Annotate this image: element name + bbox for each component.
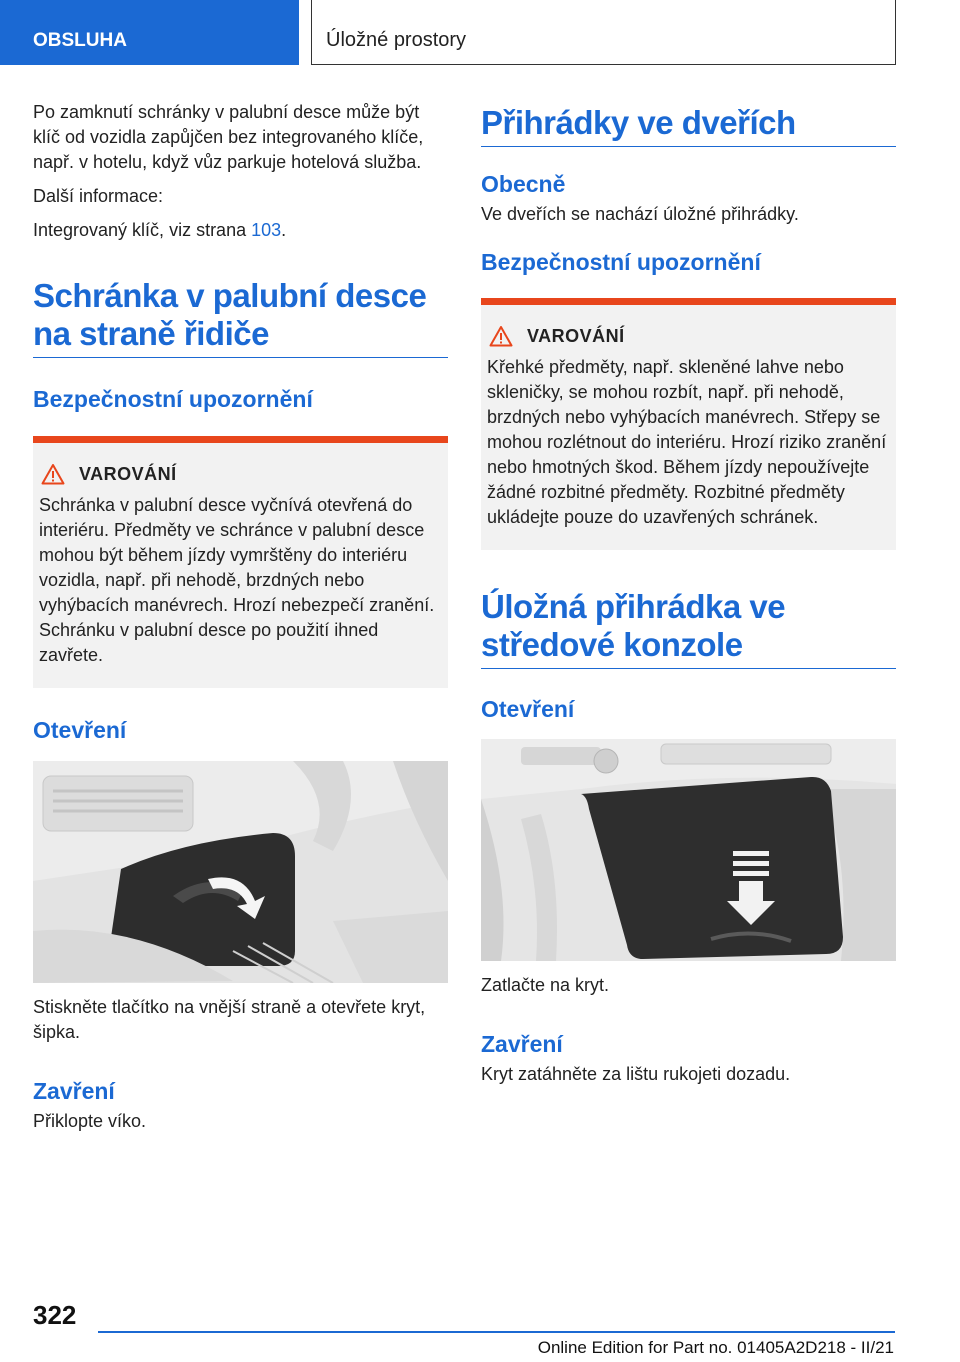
console-photo — [481, 739, 896, 961]
section-title-doors: Přihrádky ve dveřích — [481, 104, 896, 147]
subtitle-open-console: Otevření — [481, 696, 575, 722]
warning-text-doors: Křehké předměty, např. skleněné lahve nebo skleničky, se mohou rozbít, např. při nehodě, brzdných nebo vyhýbacích manévrech. Střepy se mohou rozlétnout do interiéru. Hrozí riziko zranění nebo hmotných škod. Během jízdy nepoužívejte žádné rozbitné předměty. Rozbitné předměty ukládejte pouze do uzavřených schránek. — [487, 357, 887, 527]
intro-paragraph: Po zamknutí schránky v palubní desce může být klíč od vozidla zapůjčen bez integrovaného klíče, např. v hotelu, když vůz parkuje hotelová služba. — [33, 102, 424, 172]
warning-title: VAROVÁNÍ — [79, 463, 177, 484]
cross-reference — [33, 218, 448, 243]
close-text-console: Kryt zatáhněte za lištu rukojeti dozadu. — [481, 1064, 791, 1084]
section-title-glovebox: Schránka v palubní desce na straně řidiče — [33, 277, 448, 358]
left-column — [33, 100, 448, 1134]
cross-reference-text: Integrovaný klíč, viz strana — [33, 220, 252, 240]
warning-triangle-icon — [41, 463, 65, 485]
page-number: 322 — [33, 1300, 77, 1330]
more-info-label: Další informace: — [33, 186, 164, 206]
open-caption-console: Zatlačte na kryt. — [481, 975, 610, 995]
footer-edition: Online Edition for Part no. 01405A2D218 - II/21 — [537, 1338, 894, 1357]
warning-title-doors: VAROVÁNÍ — [527, 325, 625, 346]
subtitle-general: Obecně — [481, 171, 566, 197]
subtitle-safety-doors: Bezpečnostní upozornění — [481, 249, 761, 275]
footer-divider — [98, 1331, 895, 1333]
warning-triangle-icon — [489, 325, 513, 347]
glovebox-photo — [33, 761, 448, 983]
header-chapter: Úložné prostory — [311, 0, 896, 65]
close-text: Přiklopte víko. — [33, 1111, 147, 1131]
general-text: Ve dveřích se nachází úložné přihrádky. — [481, 204, 799, 224]
warning-heading-doors — [487, 325, 896, 347]
subtitle-open: Otevření — [33, 717, 127, 743]
right-column — [481, 100, 896, 1087]
subtitle-close-console: Zavření — [481, 1031, 563, 1057]
subtitle-close: Zavření — [33, 1078, 115, 1104]
section-title-console: Úložná přihrádka ve středové konzole — [481, 588, 896, 669]
header-section: OBSLUHA — [0, 0, 299, 65]
warning-box — [33, 436, 448, 688]
warning-box-doors — [481, 298, 896, 550]
open-caption: Stiskněte tlačítko na vnější straně a otevřete kryt, šipka. — [33, 997, 426, 1042]
page-link[interactable]: 103 — [251, 220, 282, 240]
subtitle-safety: Bezpečnostní upozornění — [33, 386, 313, 412]
cross-reference-end: . — [281, 220, 287, 240]
warning-text: Schránka v palubní desce vyčnívá otevřená do interiéru. Předměty ve schránce v palubní desce mohou být během jízdy vymrštěny do interiéru vozidla, např. při nehodě, brzdných nebo vyhýbacích manévrech. Hrozí nebezpečí zranění. Schránku v palubní desce po použití ihned zavřete. — [39, 495, 435, 665]
warning-heading — [39, 463, 448, 485]
